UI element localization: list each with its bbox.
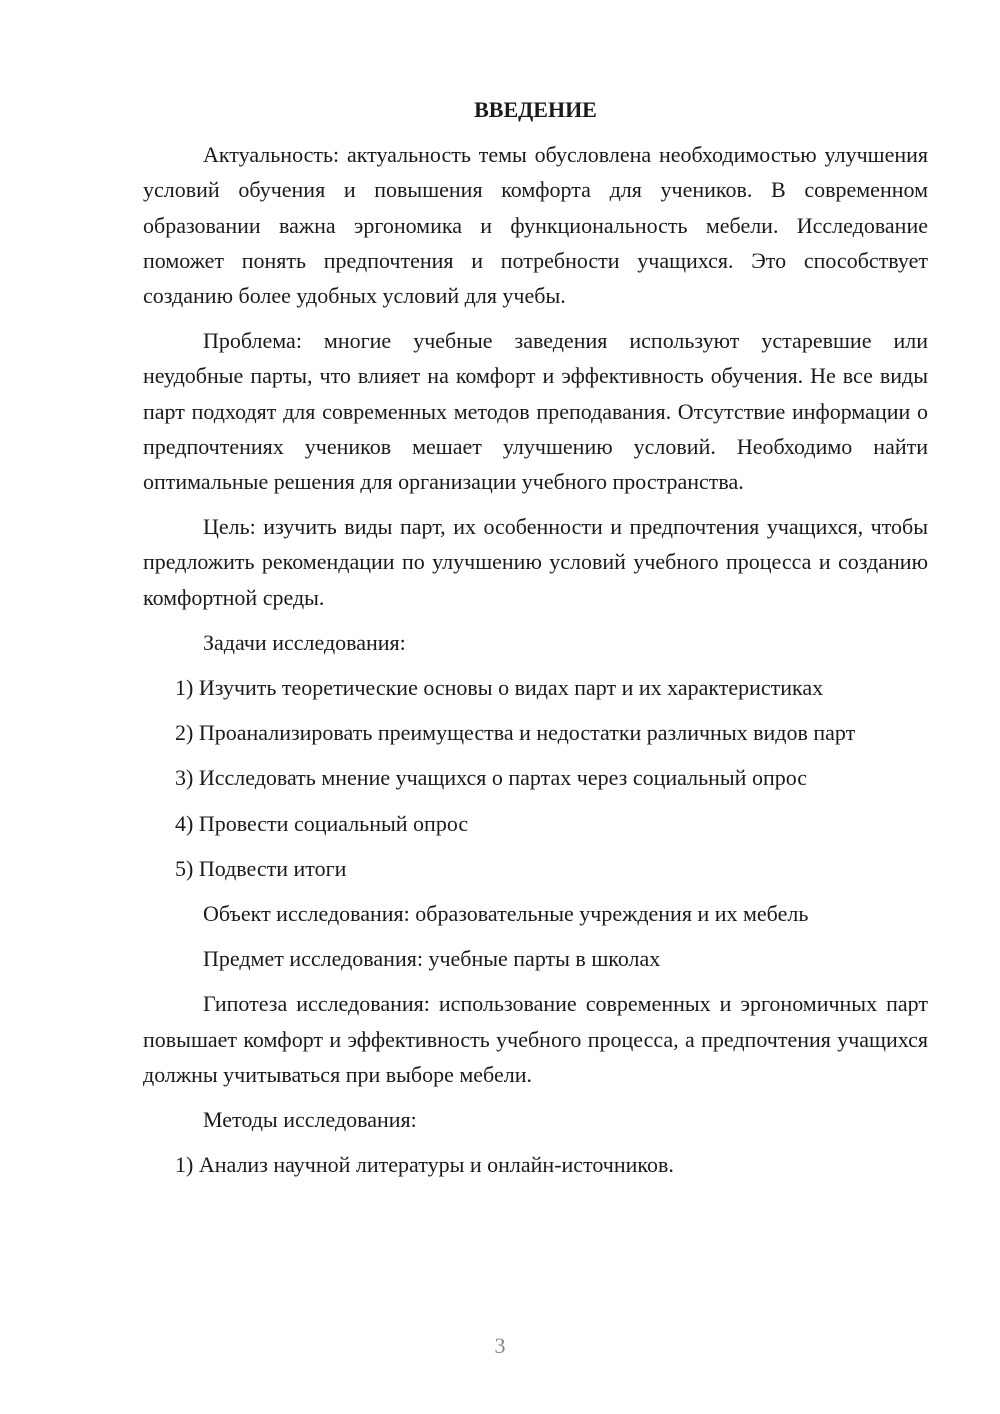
page-number: 3 bbox=[494, 1333, 506, 1358]
paragraph-object: Объект исследования: образовательные учреждения и их мебель bbox=[203, 901, 809, 927]
paragraph-goal: Цель: изучить виды парт, их особенности и предпочтения учащихся, чтобы предложить рекомендации по улучшению условий учебного процесса и созданию комфортной среды. bbox=[143, 514, 928, 610]
paragraph-hypothesis: Гипотеза исследования: использование современных и эргономичных парт повышает комфорт и эффективность учебного процесса, а предпочтения учащихся должны учитываться при выборе мебели. bbox=[143, 991, 928, 1087]
methods-title: Методы исследования: bbox=[203, 1107, 417, 1133]
task-item: 5) Подвести итоги bbox=[175, 855, 347, 881]
paragraph-relevance: Актуальность: актуальность темы обусловлена необходимостью улучшения условий обучения и повышения комфорта для учеников. В современном образовании важна эргономика и функциональность мебели. Исследование поможет понять предпочтения и потребности учащихся. Это способствует созданию более удобных условий для учебы. bbox=[143, 142, 928, 309]
paragraph-subject: Предмет исследования: учебные парты в школах bbox=[203, 946, 661, 972]
tasks-title: Задачи исследования: bbox=[203, 629, 406, 655]
document-page bbox=[143, 92, 928, 1182]
task-item: 1) Изучить теоретические основы о видах парт и их характеристиках bbox=[175, 675, 824, 701]
task-item: 2) Проанализировать преимущества и недостатки различных видов парт bbox=[175, 720, 856, 746]
method-item: 1) Анализ научной литературы и онлайн-источников. bbox=[175, 1152, 674, 1178]
task-item: 4) Провести социальный опрос bbox=[175, 810, 469, 836]
task-item: 3) Исследовать мнение учащихся о партах через социальный опрос bbox=[175, 765, 808, 791]
paragraph-problem: Проблема: многие учебные заведения используют устаревшие или неудобные парты, что влияет на комфорт и эффективность обучения. Не все виды парт подходят для современных методов преподавания. Отсутствие информации о предпочтениях учеников мешает улучшению условий. Необходимо найти оптимальные решения для организации учебного пространства. bbox=[143, 328, 928, 495]
page-title: ВВЕДЕНИЕ bbox=[474, 97, 597, 122]
